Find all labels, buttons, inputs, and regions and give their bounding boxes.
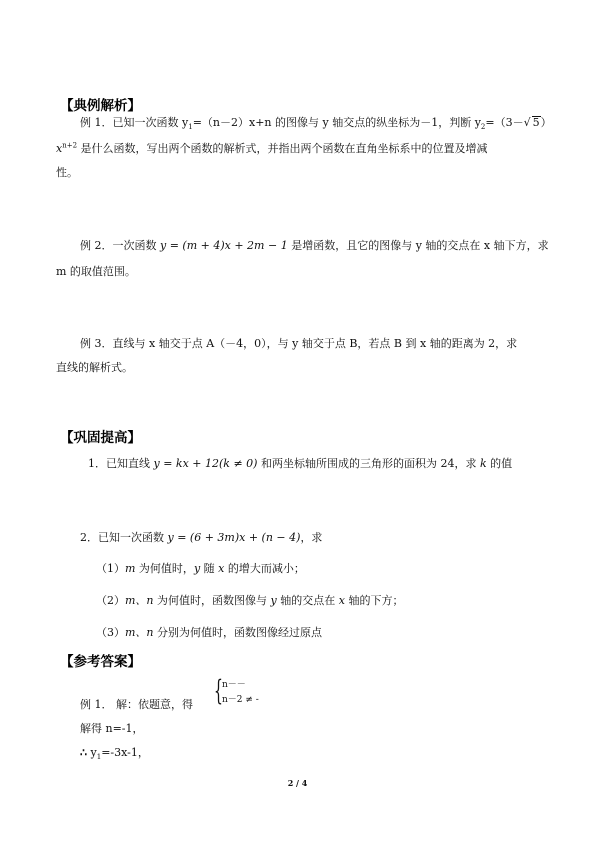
text: 和两坐标轴所围成的三角形的面积为 24，求 (257, 457, 480, 470)
math-var: y (193, 562, 201, 575)
subscript: 1 (96, 753, 102, 762)
math-var: m (125, 562, 136, 575)
text: ） (540, 116, 552, 129)
text: =（3－ (485, 116, 524, 129)
therefore-symbol: ∴ (80, 746, 87, 759)
math-var: k (479, 457, 487, 470)
math-var: x (218, 562, 225, 575)
formula: y = kx + 12(k ≠ 0) (153, 457, 258, 470)
example-1-line-2 (56, 141, 595, 157)
text: ，求 (300, 531, 323, 544)
example-2-line-2: m 的取值范围。 (56, 265, 136, 278)
example-1-line-3: 性。 (56, 166, 78, 179)
answer-1-line-2: 解得 n=-1， (80, 722, 144, 735)
text: 例 1．已知一次函数 y (80, 116, 189, 129)
text: 是什么函数，写出两个函数的解析式，并指出两个函数在直角坐标系中的位置及增减 (77, 142, 488, 155)
text: 轴的下方； (344, 594, 404, 607)
page-number: 2 / 4 (287, 778, 308, 788)
answer-1-line-3 (80, 745, 595, 761)
text: 随 (200, 562, 219, 575)
question-2-part-1 (96, 561, 595, 577)
text: 轴的交点在 (276, 594, 339, 607)
text: 分别为何值时，函数图像经过原点 (153, 626, 323, 639)
question-2-part-2 (96, 593, 595, 609)
brace-icon: { (214, 674, 223, 707)
text: 2．已知一次函数 (80, 531, 168, 544)
example-1-line-1 (80, 115, 595, 131)
system-row-2: n－2 ≠ - (222, 695, 259, 705)
label: （3） (96, 626, 125, 639)
math-var: m、n (125, 626, 154, 639)
example-3-line-2: 直线的解析式。 (56, 361, 133, 374)
formula: y = (m + 4)x + 2m − 1 (160, 239, 288, 252)
math-var: m、n (125, 594, 154, 607)
subscript: 1 (188, 123, 193, 132)
section-heading-practice: 【巩固提高】 (60, 430, 141, 446)
example-3-line-1: 例 3．直线与 x 轴交于点 A（－4，0），与 y 轴交于点 B，若点 B 到 x 轴的距离为 2，求 (80, 337, 518, 350)
example-2-line-1 (80, 238, 595, 254)
text: 例 2．一次函数 (80, 239, 160, 252)
label: （1） (96, 562, 125, 575)
text: 的增大而减小； (224, 562, 305, 575)
radicand: 5 (532, 116, 540, 129)
subscript: 2 (480, 123, 486, 132)
question-2-part-3 (96, 625, 595, 641)
math-var: x (338, 594, 345, 607)
text: 是增函数，且它的图像与 y 轴的交点在 x 轴下方，求 (287, 239, 549, 252)
text: =（n－2）x+n 的图像与 y 轴交点的纵坐标为－1，判断 y (192, 116, 481, 129)
label: （2） (96, 594, 125, 607)
superscript: n+2 (62, 141, 78, 150)
question-2 (80, 530, 595, 546)
math-var: x (56, 142, 63, 155)
answer-1-line-1: 例 1． 解：依题意，得 (80, 698, 193, 711)
text: 为何值时，函数图像与 (153, 594, 271, 607)
radical-sign: √ (523, 116, 531, 129)
section-heading-answers: 【参考答案】 (60, 654, 141, 670)
section-heading-examples: 【典例解析】 (60, 98, 141, 114)
text: y (87, 746, 97, 759)
text: 为何值时， (135, 562, 194, 575)
math-var: y (270, 594, 277, 607)
text: 1．已知直线 (88, 457, 154, 470)
text: =-3x-1， (101, 746, 149, 759)
formula: y = (6 + 3m)x + (n − 4) (167, 531, 301, 544)
question-1 (88, 456, 595, 472)
text: 的值 (486, 457, 513, 470)
system-row-1: n－－ (222, 680, 246, 690)
equation-system (214, 674, 268, 710)
